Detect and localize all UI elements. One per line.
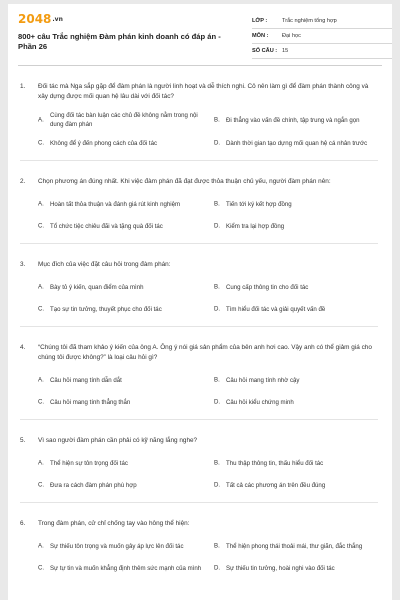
- option-text: Câu hỏi mang tính nhờ cậy: [226, 376, 300, 384]
- logo-main: 2048: [18, 12, 52, 26]
- option-letter: D.: [214, 398, 221, 406]
- meta-label: MÔN :: [252, 33, 269, 39]
- question-body: Đối tác mà Nga sắp gặp để đàm phán là người linh hoạt và dễ thích nghi. Cô nên làm gì để đàm phán thành công và xây dựng được mối quan hệ lâu dài với đối tác?: [38, 83, 369, 100]
- question-number: 4.: [20, 344, 26, 351]
- option-text: Sự thiếu tôn trọng và muốn gây áp lực lên đối tác: [50, 542, 184, 550]
- meta-label: SỐ CÂU :: [252, 48, 278, 54]
- option-letter: B.: [214, 116, 220, 124]
- option-b[interactable]: [214, 276, 386, 298]
- option-letter: C.: [38, 564, 45, 572]
- option-grid: [20, 108, 378, 154]
- option-text: Dành thời gian tạo dựng mối quan hệ cá nhân trước: [226, 139, 368, 147]
- option-letter: C.: [38, 398, 45, 406]
- question-item: [20, 343, 378, 420]
- option-letter: B.: [214, 459, 220, 467]
- option-a[interactable]: [38, 108, 210, 132]
- option-letter: D.: [214, 222, 221, 230]
- option-a[interactable]: [38, 193, 210, 215]
- meta-value: Trắc nghiệm tổng hợp: [282, 18, 337, 24]
- question-body: Chọn phương án đúng nhất. Khi việc đàm phán đã đạt được thỏa thuận chủ yếu, người đàm phán nên:: [38, 178, 331, 185]
- question-item: [20, 519, 378, 579]
- question-body: Trong đàm phán, cử chỉ chống tay vào hông thể hiện:: [38, 520, 190, 527]
- meta-row-class: [252, 14, 392, 29]
- question-item: [20, 436, 378, 503]
- option-grid: [20, 276, 378, 320]
- question-body: Vì sao người đàm phán cần phải có kỹ năng lắng nghe?: [38, 437, 198, 444]
- question-text: [20, 177, 378, 187]
- option-letter: C.: [38, 305, 45, 313]
- document-header: [18, 4, 382, 66]
- option-text: Cung cấp thông tin cho đối tác: [226, 283, 309, 291]
- option-d[interactable]: [214, 474, 386, 496]
- question-divider: [20, 326, 378, 327]
- question-text: [20, 260, 378, 270]
- option-b[interactable]: [214, 193, 386, 215]
- document-page: [8, 4, 392, 600]
- option-b[interactable]: [214, 535, 386, 557]
- option-d[interactable]: [214, 391, 386, 413]
- option-c[interactable]: [38, 132, 210, 154]
- question-number: 5.: [20, 437, 26, 444]
- question-text: [20, 519, 378, 529]
- option-text: Bày tỏ ý kiến, quan điểm của mình: [50, 283, 144, 291]
- meta-table: [252, 14, 392, 59]
- option-letter: D.: [214, 564, 221, 572]
- option-letter: B.: [214, 376, 220, 384]
- question-text: [20, 343, 378, 363]
- question-item: [20, 177, 378, 244]
- option-text: Câu hỏi mang tính thẳng thắn: [50, 398, 131, 406]
- option-a[interactable]: [38, 535, 210, 557]
- option-letter: A.: [38, 376, 44, 384]
- option-letter: A.: [38, 200, 44, 208]
- option-letter: C.: [38, 481, 45, 489]
- option-letter: B.: [214, 200, 220, 208]
- option-text: Câu hỏi mang tính dẫn dắt: [50, 376, 122, 384]
- option-text: Không để ý đến phong cách của đối tác: [50, 139, 158, 147]
- option-letter: A.: [38, 542, 44, 550]
- option-grid: [20, 369, 378, 413]
- option-text: Thể hiện sự tôn trọng đối tác: [50, 459, 128, 467]
- option-text: Sự tự tin và muốn khẳng định thêm sức mạnh của mình: [50, 564, 202, 572]
- question-divider: [20, 419, 378, 420]
- meta-row-count: [252, 44, 392, 59]
- option-text: Hoàn tất thỏa thuận và đánh giá rút kinh nghiệm: [50, 200, 181, 208]
- option-text: Thu thập thông tin, thấu hiểu đối tác: [226, 459, 324, 467]
- option-letter: D.: [214, 305, 221, 313]
- option-c[interactable]: [38, 474, 210, 496]
- question-divider: [20, 160, 378, 161]
- option-text: Sự thiếu tin tưởng, hoài nghi vào đối tác: [226, 564, 335, 572]
- option-grid: [20, 193, 378, 237]
- option-c[interactable]: [38, 391, 210, 413]
- option-text: Tất cả các phương án trên đều đúng: [226, 481, 326, 489]
- option-letter: C.: [38, 222, 45, 230]
- option-text: Tổ chức tiệc chiêu đãi và tặng quà đối tác: [50, 222, 163, 230]
- question-item: [20, 82, 378, 161]
- option-text: Câu hỏi kiểu chứng minh: [226, 398, 294, 406]
- option-text: Đi thẳng vào vấn đề chính, tập trung và ngắn gọn: [226, 116, 360, 124]
- question-number: 2.: [20, 178, 26, 185]
- logo-suffix: .vn: [52, 16, 63, 23]
- option-letter: D.: [214, 139, 221, 147]
- option-text: Đưa ra cách đàm phán phù hợp: [50, 481, 137, 489]
- option-c[interactable]: [38, 557, 210, 579]
- option-a[interactable]: [38, 369, 210, 391]
- option-letter: A.: [38, 459, 44, 467]
- question-body: Mục đích của việc đặt câu hỏi trong đàm phán:: [38, 261, 171, 268]
- option-text: Tìm hiểu đối tác và giải quyết vấn đề: [226, 305, 326, 313]
- meta-value: 15: [282, 48, 289, 54]
- option-b[interactable]: [214, 369, 386, 391]
- question-text: [20, 82, 378, 102]
- option-b[interactable]: [214, 108, 386, 132]
- option-a[interactable]: [38, 452, 210, 474]
- option-letter: D.: [214, 481, 221, 489]
- option-c[interactable]: [38, 215, 210, 237]
- option-letter: A.: [38, 116, 44, 124]
- option-grid: [20, 452, 378, 496]
- option-letter: B.: [214, 542, 220, 550]
- site-logo[interactable]: [18, 12, 63, 26]
- option-grid: [20, 535, 378, 579]
- question-number: 1.: [20, 83, 26, 90]
- option-text: Cùng đối tác bàn luận các chủ đề không nằm trong nội dung đàm phán: [50, 112, 198, 128]
- question-number: 6.: [20, 520, 26, 527]
- option-d[interactable]: [214, 215, 386, 237]
- option-a[interactable]: [38, 276, 210, 298]
- meta-value: Đại học: [282, 33, 301, 39]
- option-c[interactable]: [38, 298, 210, 320]
- option-text: Tiến tới ký kết hợp đồng: [226, 200, 292, 208]
- option-text: Kiểm tra lại hợp đồng: [226, 222, 285, 230]
- meta-label: LỚP :: [252, 18, 268, 24]
- question-item: [20, 260, 378, 327]
- option-b[interactable]: [214, 452, 386, 474]
- option-text: Tạo sự tin tưởng, thuyết phục cho đối tác: [50, 305, 162, 313]
- option-letter: B.: [214, 283, 220, 291]
- meta-row-subject: [252, 29, 392, 44]
- option-d[interactable]: [214, 557, 386, 579]
- option-text: Thể hiện phong thái thoải mái, thư giãn, đắc thắng: [226, 542, 363, 550]
- option-letter: A.: [38, 283, 44, 291]
- option-d[interactable]: [214, 298, 386, 320]
- question-divider: [20, 243, 378, 244]
- question-divider: [20, 502, 378, 503]
- question-list: [8, 82, 392, 579]
- question-number: 3.: [20, 261, 26, 268]
- question-body: “Chúng tôi đã tham khảo ý kiến của ông A. Ông ý nói giá sản phẩm của bên anh hơi cao. Vậy anh có thể giảm giá cho chúng tôi được không?” là loại câu hỏi gì?: [38, 344, 372, 361]
- document-title: 800+ câu Trắc nghiệm Đàm phán kinh doanh có đáp án - Phần 26: [18, 32, 221, 51]
- question-text: [20, 436, 378, 446]
- option-d[interactable]: [214, 132, 386, 154]
- option-letter: C.: [38, 139, 45, 147]
